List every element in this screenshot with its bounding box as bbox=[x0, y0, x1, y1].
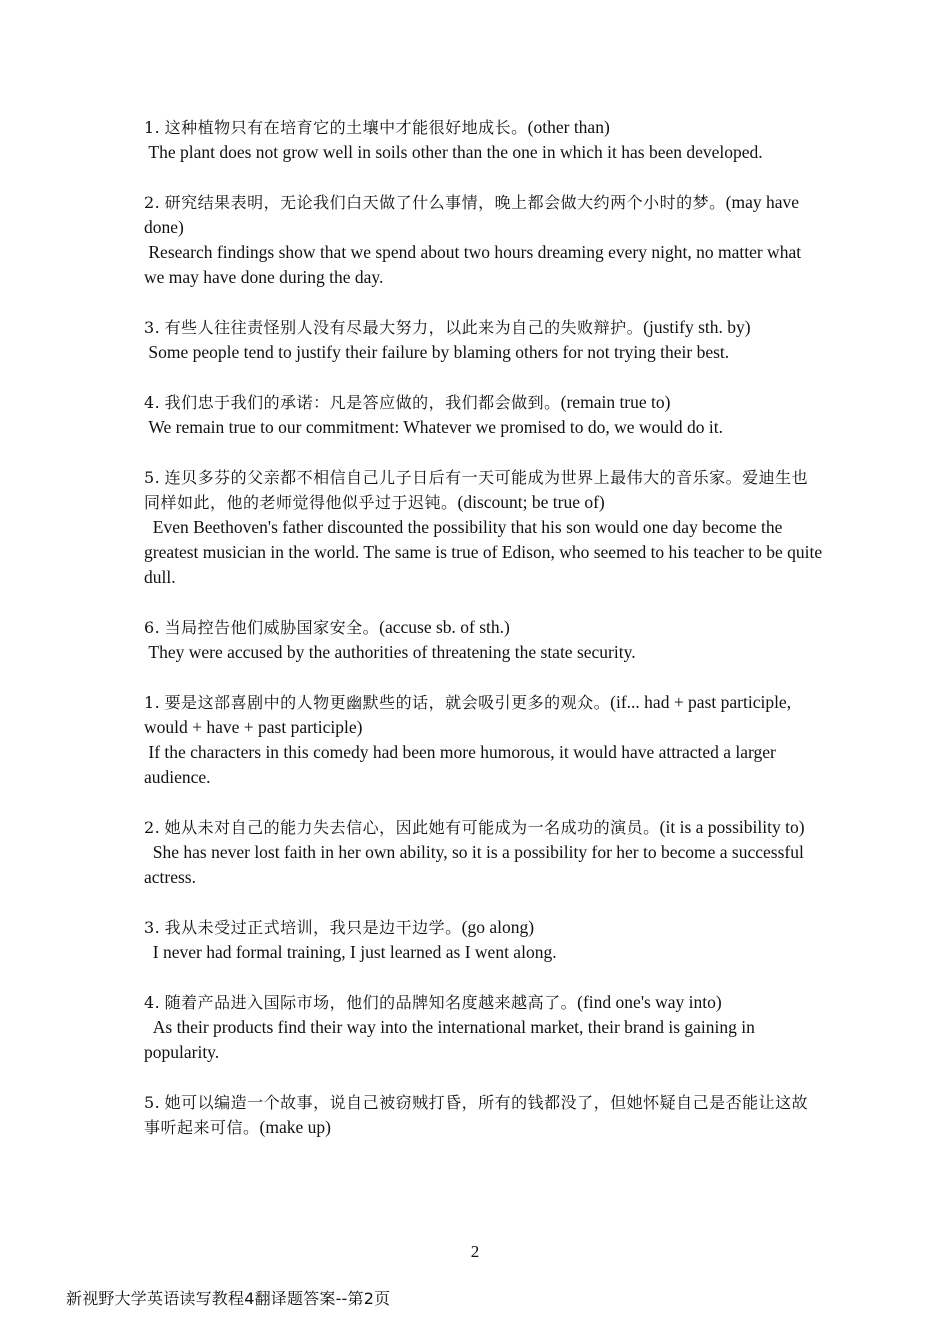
answer: Research findings show that we spend about two hours dreaming every night, no matter what we may have done during the day. bbox=[144, 242, 802, 287]
answer: As their products find their way into the international market, their brand is gaining in popularity. bbox=[144, 1017, 755, 1062]
answer: I never had formal training, I just learned as I went along. bbox=[152, 942, 557, 962]
translation-item bbox=[144, 115, 824, 165]
page-footer: 新视野大学英语读写教程4翻译题答案--第2页 bbox=[66, 1289, 391, 1308]
question: 3. 我从未受过正式培训，我只是边干边学。(go along) bbox=[144, 917, 535, 937]
document-body bbox=[144, 115, 824, 1165]
translation-item bbox=[144, 315, 824, 365]
answer: We remain true to our commitment: Whatever we promised to do, we would do it. bbox=[148, 417, 724, 437]
question: 2. 她从未对自己的能力失去信心，因此她有可能成为一名成功的演员。(it is a possibility to) bbox=[144, 817, 805, 837]
answer: The plant does not grow well in soils other than the one in which it has been developed. bbox=[148, 142, 763, 162]
translation-item bbox=[144, 190, 824, 290]
question: 4. 我们忠于我们的承诺：凡是答应做的，我们都会做到。(remain true to) bbox=[144, 392, 671, 412]
translation-item bbox=[144, 815, 824, 890]
page-number: 2 bbox=[470, 1242, 480, 1261]
translation-item bbox=[144, 615, 824, 665]
translation-item bbox=[144, 915, 824, 965]
translation-item bbox=[144, 390, 824, 440]
answer: Some people tend to justify their failure by blaming others for not trying their best. bbox=[148, 342, 730, 362]
question: 4. 随着产品进入国际市场，他们的品牌知名度越来越高了。(find one's way into) bbox=[144, 992, 722, 1012]
question: 6. 当局控告他们威胁国家安全。(accuse sb. of sth.) bbox=[144, 617, 510, 637]
translation-item bbox=[144, 1090, 824, 1140]
question: 5. 连贝多芬的父亲都不相信自己儿子日后有一天可能成为世界上最伟大的音乐家。爱迪生也同样如此，他的老师觉得他似乎过于迟钝。(discount; be true of) bbox=[144, 468, 809, 512]
answer: They were accused by the authorities of threatening the state security. bbox=[148, 642, 636, 662]
question: 5. 她可以编造一个故事，说自己被窃贼打昏，所有的钱都没了，但她怀疑自己是否能让这故事听起来可信。(make up) bbox=[144, 1093, 809, 1137]
translation-item bbox=[144, 690, 824, 790]
answer: Even Beethoven's father discounted the possibility that his son would one day become the greatest musician in the world. The same is true of Edison, who seemed to his teacher to be quite dull. bbox=[144, 517, 823, 587]
question: 2. 研究结果表明，无论我们白天做了什么事情，晚上都会做大约两个小时的梦。(may have done) bbox=[144, 192, 800, 237]
question: 1. 要是这部喜剧中的人物更幽默些的话，就会吸引更多的观众。(if... had + past participle, would + have + past participle) bbox=[144, 692, 792, 737]
answer: If the characters in this comedy had been more humorous, it would have attracted a larger audience. bbox=[144, 742, 776, 787]
translation-item bbox=[144, 465, 824, 590]
answer: She has never lost faith in her own ability, so it is a possibility for her to become a successful actress. bbox=[144, 842, 804, 887]
translation-item bbox=[144, 990, 824, 1065]
question: 1. 这种植物只有在培育它的土壤中才能很好地成长。(other than) bbox=[144, 117, 610, 137]
question: 3. 有些人往往责怪别人没有尽最大努力，以此来为自己的失败辩护。(justify sth. by) bbox=[144, 317, 751, 337]
